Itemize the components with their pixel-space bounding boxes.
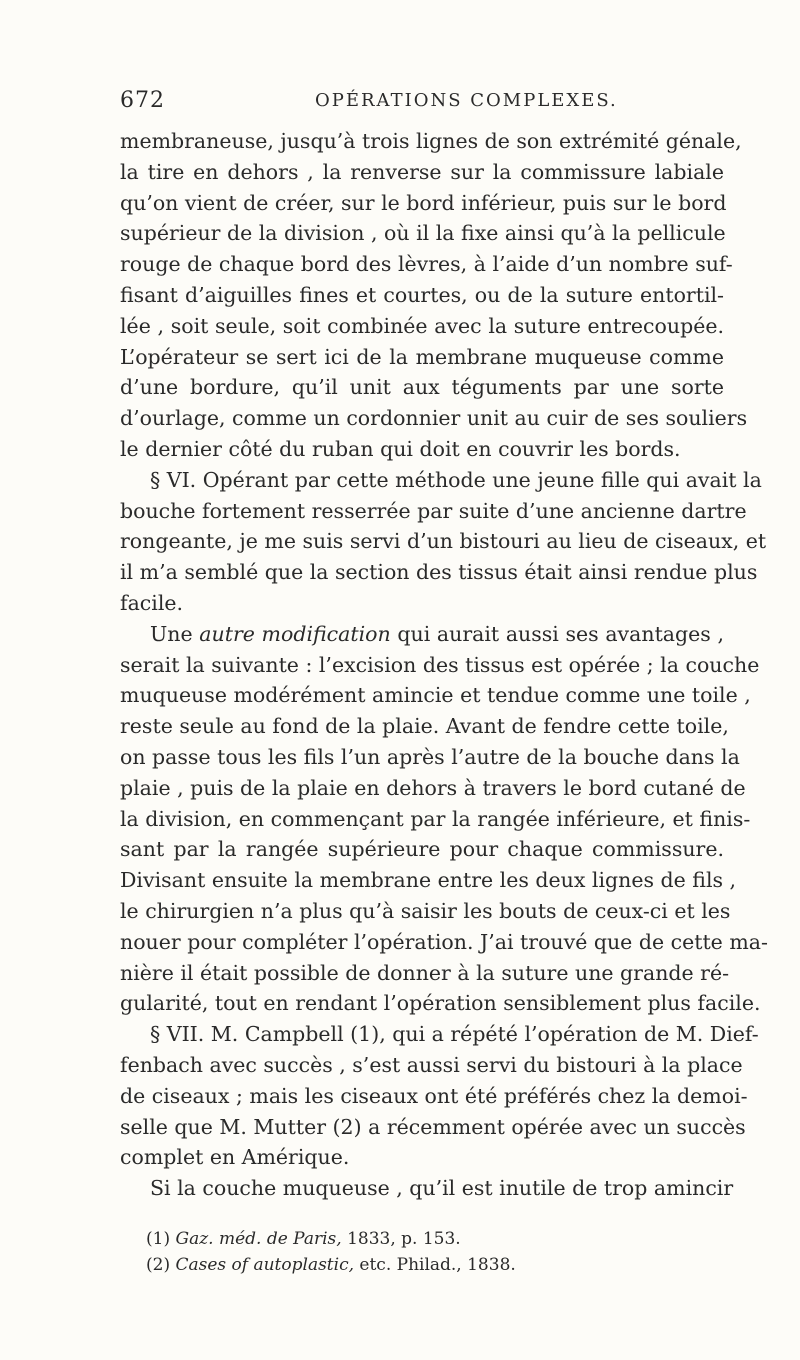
text-line: le chirurgien n’a plus qu’à saisir les bouts de ceux-ci et les: [120, 898, 731, 923]
footnote: [146, 1252, 706, 1278]
paragraph-start-line: [120, 619, 724, 650]
text-line: d’ourlage, comme un cordonnier unit au cuir de ses souliers: [120, 406, 748, 431]
text-line: la division, en commençant par la rangée inférieure, et finis-: [120, 806, 751, 831]
text-line: bouche fortement resserrée par suite d’une ancienne dartre: [120, 498, 747, 523]
footnote-source: Gaz. méd. de Paris,: [175, 1229, 342, 1249]
text-run: Une: [150, 621, 200, 646]
footnote-detail: etc. Philad., 1838.: [354, 1255, 516, 1275]
text-line: muqueuse modérément amincie et tendue comme une toile ,: [120, 683, 751, 708]
footnote-detail: 1833, p. 153.: [341, 1229, 461, 1249]
running-head: OPÉRATIONS COMPLEXES.: [315, 90, 618, 111]
text-line: facile.: [120, 590, 184, 615]
text-line: qu’on vient de créer, sur le bord inférieur, puis sur le bord: [120, 190, 727, 215]
text-line: serait la suivante : l’excision des tissus est opérée ; la couche: [120, 652, 760, 677]
text-line: rouge de chaque bord des lèvres, à l’aide d’un nombre suf-: [120, 252, 733, 277]
text-line: on passe tous les fils l’un après l’autre de la bouche dans la: [120, 744, 740, 769]
text-line: Divisant ensuite la membrane entre les deux lignes de fils ,: [120, 868, 737, 893]
text-line: fenbach avec succès , s’est aussi servi du bistouri à la place: [120, 1052, 743, 1077]
page-number: 672: [120, 88, 165, 113]
text-line: membraneuse, jusqu’à trois lignes de son extrémité génale,: [120, 129, 742, 153]
text-line: il m’a semblé que la section des tissus était ainsi rendue plus: [120, 560, 758, 585]
text-line: rongeante, je me suis servi d’un bistouri au lieu de ciseaux, et: [120, 529, 767, 554]
text-line: lée , soit seule, soit combinée avec la suture entrecoupée.: [120, 313, 724, 338]
text-line: la tire en dehors , la renverse sur la commissure labiale: [120, 159, 724, 184]
footnotes: [146, 1226, 706, 1278]
text-line: gularité, tout en rendant l’opération sensiblement plus facile.: [120, 991, 761, 1016]
body-text: [120, 126, 768, 1204]
text-line: supérieur de la division , où il la fixe ainsi qu’à la pellicule: [120, 221, 726, 246]
italic-term: autre modification: [199, 621, 391, 646]
text-run: qui aurait aussi ses avantages ,: [390, 621, 724, 646]
page-header: [120, 88, 720, 118]
text-line: plaie , puis de la plaie en dehors à travers le bord cutané de: [120, 775, 746, 800]
text-line: fisant d’aiguilles fines et courtes, ou de la suture entortil-: [120, 282, 724, 307]
text-line: complet en Amérique.: [120, 1145, 350, 1170]
footnote-source: Cases of autoplastic,: [175, 1255, 354, 1275]
text-line: L’opérateur se sert ici de la membrane muqueuse comme: [120, 344, 724, 369]
footnote: [146, 1226, 706, 1252]
text-line: de ciseaux ; mais les ciseaux ont été préférés chez la demoi-: [120, 1083, 748, 1108]
footnote-mark: (2): [146, 1255, 176, 1275]
text-line: sant par la rangée supérieure pour chaque commissure.: [120, 837, 724, 862]
text-line: selle que M. Mutter (2) a récemment opérée avec un succès: [120, 1114, 746, 1139]
footnote-mark: (1): [146, 1229, 176, 1249]
paragraph-start-line: § VI. Opérant par cette méthode une jeune fille qui avait la: [150, 467, 762, 492]
text-line: d’une bordure, qu’il unit aux téguments par une sorte: [120, 375, 724, 400]
text-line: nière il était possible de donner à la suture une grande ré-: [120, 960, 730, 985]
text-line: reste seule au fond de la plaie. Avant de fendre cette toile,: [120, 714, 729, 739]
text-line: nouer pour compléter l’opération. J’ai trouvé que de cette ma-: [120, 929, 768, 954]
paragraph-start-line: § VII. M. Campbell (1), qui a répété l’opération de M. Dief-: [150, 1022, 759, 1047]
text-line: le dernier côté du ruban qui doit en couvrir les bords.: [120, 436, 681, 461]
paragraph-start-line: Si la couche muqueuse , qu’il est inutile de trop amincir: [150, 1176, 734, 1201]
